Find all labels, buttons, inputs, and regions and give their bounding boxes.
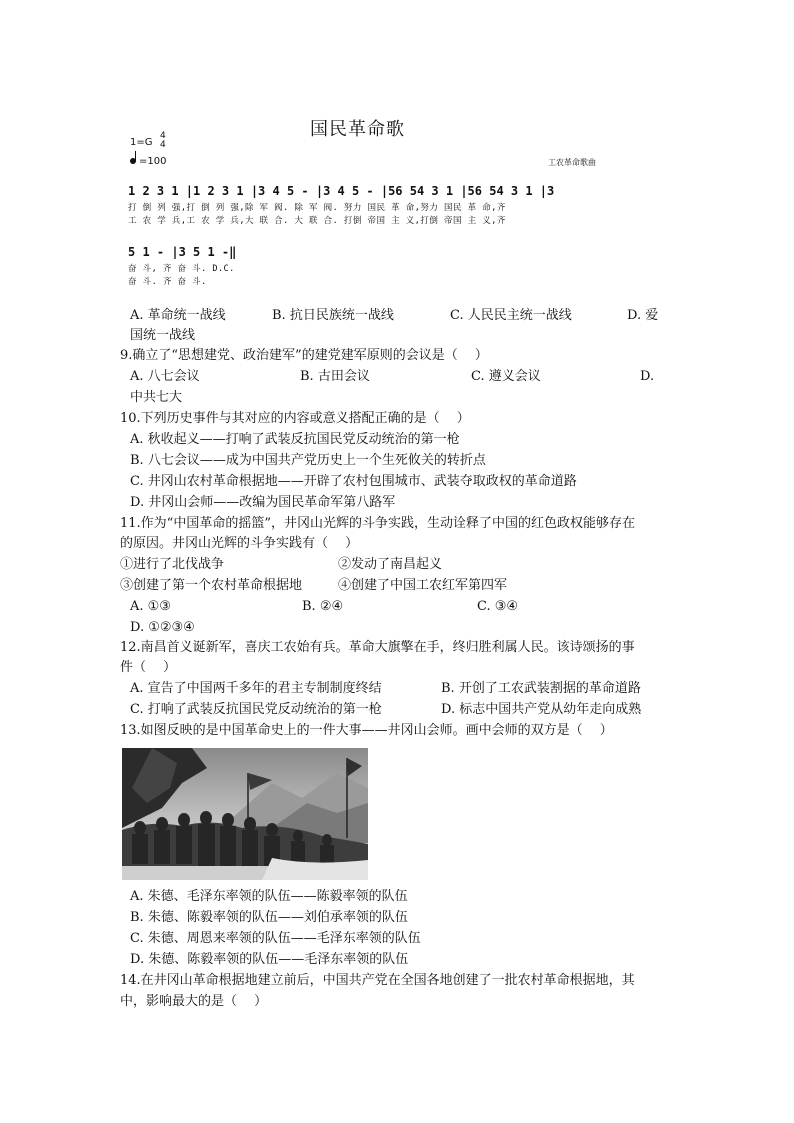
q10-option-a: A. 秋收起义——打响了武装反抗国民党反动统治的第一枪 xyxy=(130,432,460,447)
q11-stem-cont: 的原因。井冈山光辉的斗争实践有（ ） xyxy=(120,536,359,551)
q9-stem: 9.确立了“思想建党、政治建军”的建党建军原则的会议是（ ） xyxy=(120,348,488,363)
q14-stem-cont: 中，影响最大的是（ ） xyxy=(120,994,268,1009)
q8-option-c: C. 人民民主统一战线 xyxy=(450,308,572,323)
q12-stem: 12.南昌首义诞新军，喜庆工农始有兵。革命大旗擎在手，终归胜利属人民。该诗颂扬的事 xyxy=(120,640,635,655)
q8-option-d: D. 爱 xyxy=(627,308,659,323)
q10-stem: 10.下列历史事件与其对应的内容或意义搭配正确的是（ ） xyxy=(120,411,470,426)
q12-option-c: C. 打响了武装反抗国民党反动统治的第一枪 xyxy=(130,702,382,717)
q10-option-d: D. 井冈山会师——改编为国民革命军第八路军 xyxy=(130,495,396,510)
tempo-marking: =100 xyxy=(130,156,166,167)
q13-option-a: A. 朱德、毛泽东率领的队伍——陈毅率领的队伍 xyxy=(130,889,408,904)
q12-option-b: B. 开创了工农武装割据的革命道路 xyxy=(441,681,641,696)
q8-option-b: B. 抗日民族统一战线 xyxy=(272,308,394,323)
song-title: 国民革命歌 xyxy=(310,119,405,140)
q10-option-c: C. 井冈山农村革命根据地——开辟了农村包围城市、武装夺取政权的革命道路 xyxy=(130,474,577,489)
q12-stem-cont: 件（ ） xyxy=(120,660,177,675)
q14-stem: 14.在井冈山革命根据地建立前后，中国共产党在全国各地创建了一批农村革命根据地，其 xyxy=(120,973,635,988)
q13-option-c: C. 朱德、周恩来率领的队伍——毛泽东率领的队伍 xyxy=(130,931,421,946)
score-notes-line-2: 5 1 - |3 5 1 -‖ xyxy=(128,245,237,259)
q11-option-b: B. ②④ xyxy=(302,599,344,614)
q10-option-b: B. 八七会议——成为中国共产党历史上一个生死攸关的转折点 xyxy=(130,453,486,468)
time-signature: 4 4 xyxy=(160,131,166,150)
score-notes-line-1: 1 2 3 1 |1 2 3 1 |3 4 5 - |3 4 5 - |56 54 3 1 |56 54 3 1 |3 xyxy=(128,184,555,198)
q12-option-a: A. 宣告了中国两千多年的君主专制制度终结 xyxy=(130,681,382,696)
quarter-note-icon xyxy=(130,158,136,164)
q11-statement-2: ②发动了南昌起义 xyxy=(338,557,443,572)
q9-option-d-cont: 中共七大 xyxy=(130,390,183,405)
score-lyrics-line-2b: 奋 斗. 齐 奋 斗. xyxy=(128,277,207,287)
q11-stem: 11.作为“中国革命的摇篮”，井冈山光辉的斗争实践，生动诠释了中国的红色政权能够存在 xyxy=(120,516,635,531)
score-lyrics-line-1b: 工 农 学 兵,工 农 学 兵,大 联 合. 大 联 合. 打倒 帝国 主 义,打倒 帝国 主 义,齐 xyxy=(128,216,506,226)
q9-option-a: A. 八七会议 xyxy=(130,369,200,384)
q11-statement-1: ①进行了北伐战争 xyxy=(120,557,225,572)
q11-option-d: D. ①②③④ xyxy=(130,620,195,635)
q9-option-c: C. 遵义会议 xyxy=(471,369,541,384)
key-signature: 1=G xyxy=(130,137,153,148)
song-source: 工农革命歌曲 xyxy=(548,158,596,167)
q11-option-a: A. ①③ xyxy=(130,599,171,614)
q13-stem: 13.如图反映的是中国革命史上的一件大事——井冈山会师。画中会师的双方是（ ） xyxy=(120,723,613,738)
q9-option-d: D. xyxy=(640,369,655,384)
q11-statement-4: ④创建了中国工农红军第四军 xyxy=(338,578,508,593)
q8-option-a: A. 革命统一战线 xyxy=(130,308,226,323)
q11-statement-3: ③创建了第一个农村革命根据地 xyxy=(120,578,303,593)
q13-option-d: D. 朱德、陈毅率领的队伍——毛泽东率领的队伍 xyxy=(130,952,409,967)
q8-option-d-cont: 国统一战线 xyxy=(130,328,196,343)
score-lyrics-line-2a: 奋 斗, 齐 奋 斗. D.C. xyxy=(128,264,235,274)
q13-option-b: B. 朱德、陈毅率领的队伍——刘伯承率领的队伍 xyxy=(130,910,408,925)
score-lyrics-line-1a: 打 倒 列 强,打 倒 列 强,除 军 阀. 除 军 阀. 努力 国民 革 命,努力 国民 革 命,齐 xyxy=(128,203,506,213)
jinggangshan-meeting-painting xyxy=(122,748,368,880)
q9-option-b: B. 古田会议 xyxy=(300,369,370,384)
q11-option-c: C. ③④ xyxy=(477,599,519,614)
q12-option-d: D. 标志中国共产党从幼年走向成熟 xyxy=(441,702,642,717)
